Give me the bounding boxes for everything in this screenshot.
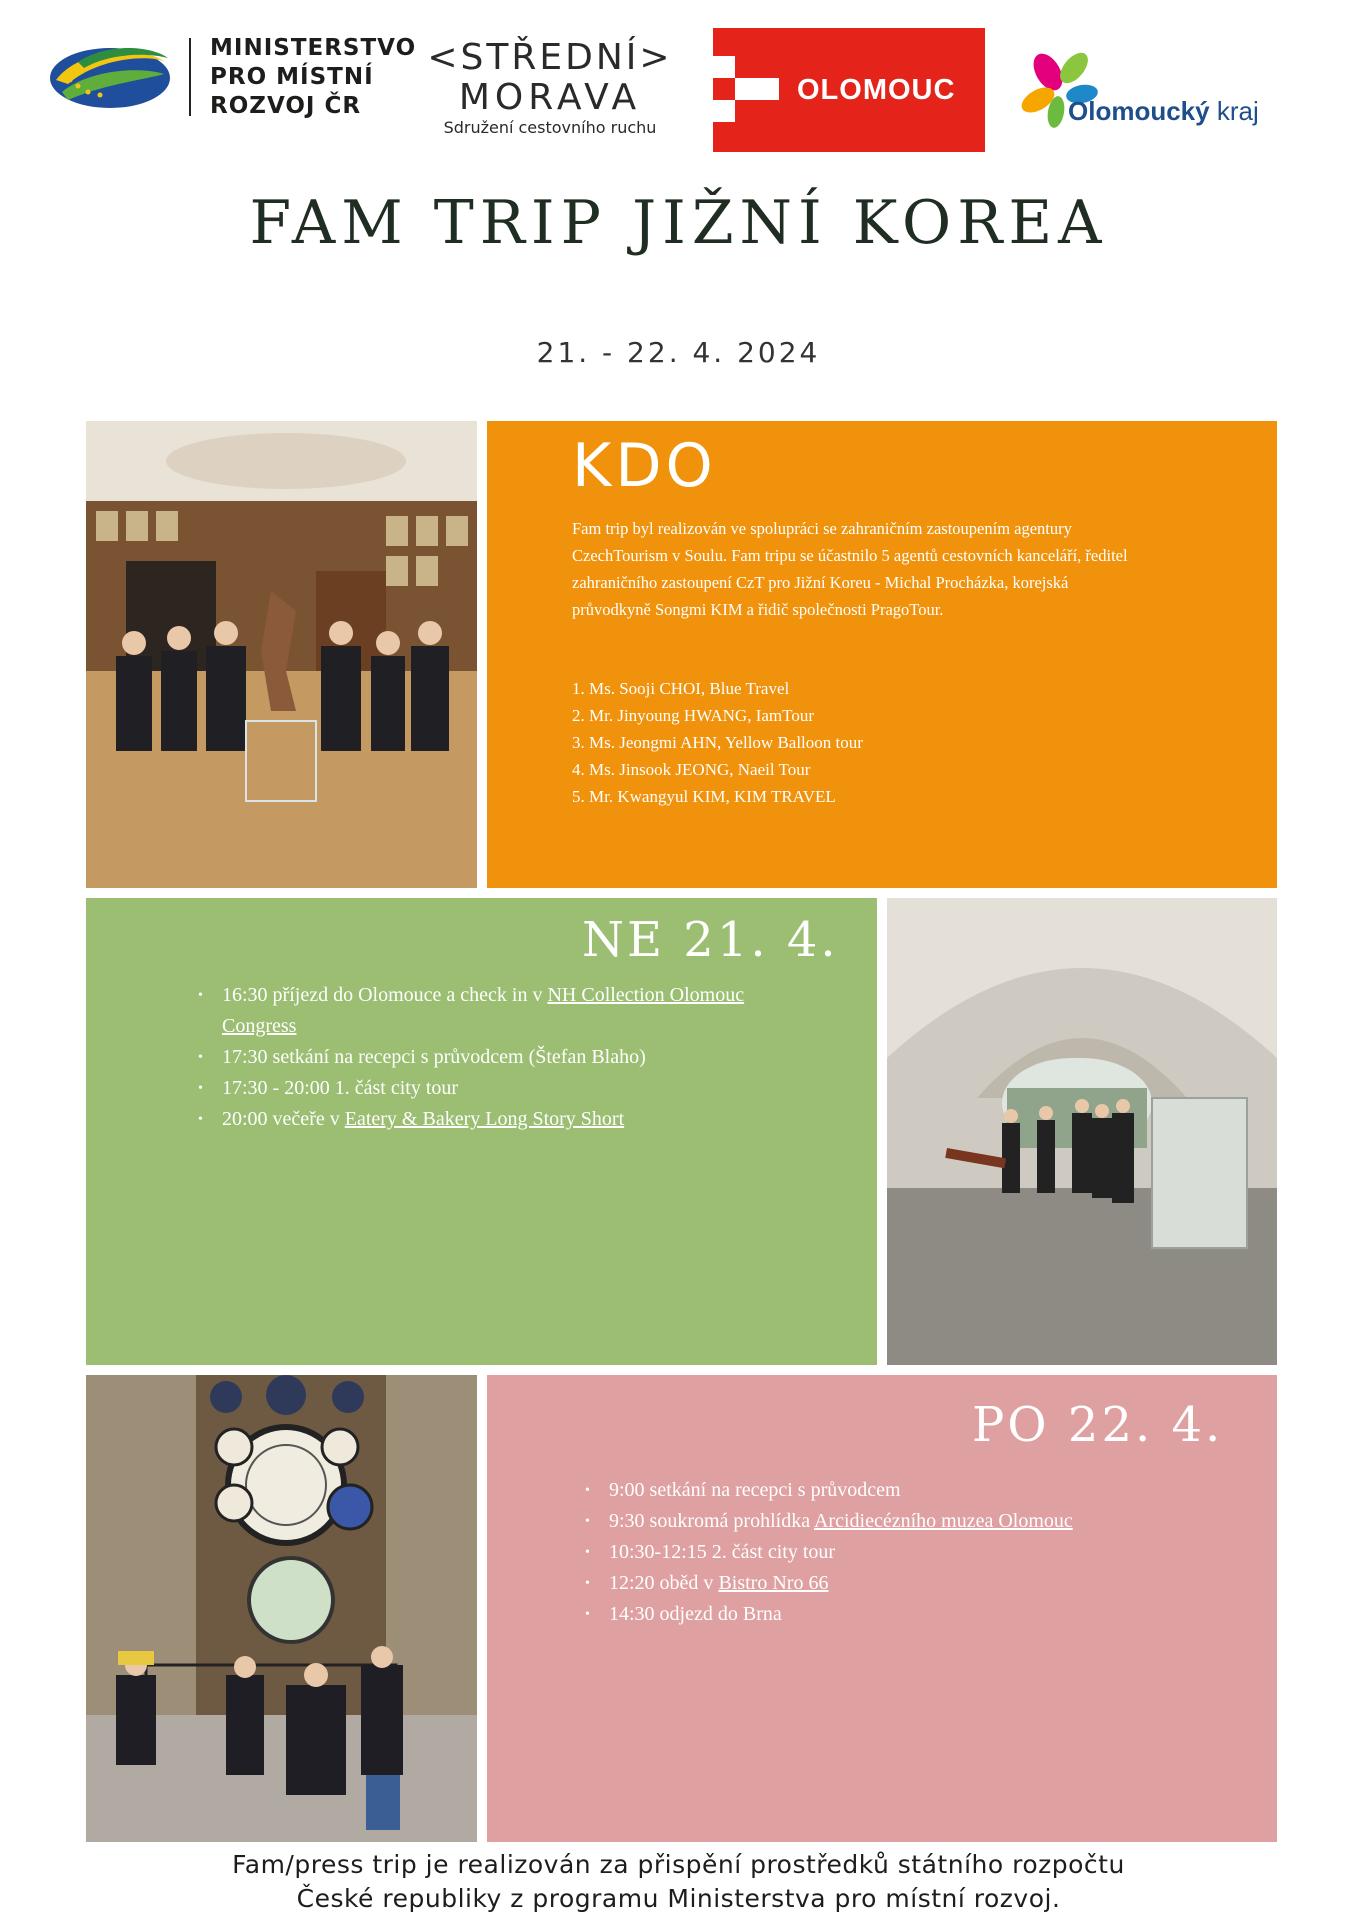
mmr-line3: ROZVOJ ČR <box>210 93 362 119</box>
schedule-item <box>585 1537 1225 1568</box>
kdo-panel <box>487 421 1277 888</box>
footer-line2: České republiky z programu Ministerstva pro místní rozvoj. <box>296 1884 1061 1913</box>
schedule-text: 20:00 večeře v <box>222 1108 345 1130</box>
page-title: FAM TRIP JIŽNÍ KOREA <box>249 188 1108 258</box>
schedule-item <box>198 1104 798 1135</box>
olomoucky-kraj-text <box>1068 96 1259 127</box>
participant-list <box>572 675 863 810</box>
trip-date: 21. - 22. 4. 2024 <box>536 336 821 369</box>
schedule-item <box>198 1073 798 1104</box>
schedule-text: 10:30-12:15 2. část city tour <box>609 1541 836 1563</box>
po-panel <box>487 1375 1277 1842</box>
restaurant-link[interactable]: Eatery & Bakery Long Story Short <box>344 1108 625 1130</box>
mmr-line2: PRO MÍSTNÍ <box>210 64 374 90</box>
group-photo-vault <box>887 898 1277 1365</box>
stredni-morava-logo <box>425 38 675 138</box>
mmr-line1: MINISTERSTVO <box>210 35 417 61</box>
museum-link[interactable]: Arcidiecézního muzea Olomouc <box>813 1510 1073 1532</box>
footer-line1: Fam/press trip je realizován za přispění prostředků státního rozpočtu <box>232 1850 1125 1879</box>
participant-item: 2. Mr. Jinyoung HWANG, IamTour <box>572 706 814 725</box>
kdo-description: Fam trip byl realizován ve spolupráci se zahraničním zastoupením agentury CzechTourism v Soulu. Fam tripu se účastnilo 5 agentů cestovních kanceláří, ředitel zahraničního zastoupení CzT pro Jižní Koreu - Michal Procházka, korejská průvodkyně Songmi KIM a řidič společnosti PragoTour. <box>572 519 1128 619</box>
po-schedule <box>585 1475 1225 1630</box>
ne-heading: NE 21. 4. <box>582 912 839 968</box>
schedule-text: 16:30 příjezd do Olomouce a check in v <box>222 984 548 1006</box>
kdo-heading: KDO <box>572 431 717 501</box>
funding-footer <box>0 1848 1357 1916</box>
schedule-text: 17:30 setkání na recepci s průvodcem (Štefan Blaho) <box>222 1046 646 1068</box>
olomoucky-kraj-logo <box>1010 50 1270 130</box>
group-photo-museum <box>86 421 477 888</box>
schedule-item <box>585 1506 1225 1537</box>
mmr-emblem-logo <box>48 40 172 112</box>
bistro-link[interactable]: Bistro Nro 66 <box>718 1572 829 1594</box>
ok-regular: kraj <box>1216 96 1259 126</box>
schedule-item <box>198 980 798 1042</box>
astronomical-clock-photo <box>86 1375 477 1842</box>
ne-panel <box>86 898 877 1365</box>
schedule-text: 9:00 setkání na recepci s průvodcem <box>609 1479 901 1501</box>
hotel-link[interactable]: NH Collection Olomouc Congress <box>222 984 745 1037</box>
participant-item: 3. Ms. Jeongmi AHN, Yellow Balloon tour <box>572 733 863 752</box>
participant-item: 1. Ms. Sooji CHOI, Blue Travel <box>572 679 790 698</box>
po-heading: PO 22. 4. <box>972 1397 1224 1453</box>
sm-sub: Sdružení cestovního ruchu <box>443 118 657 137</box>
logo-divider <box>189 38 191 116</box>
sm-line2: MORAVA <box>458 77 642 118</box>
ok-bold: Olomoucký <box>1068 96 1210 126</box>
schedule-text: 14:30 odjezd do Brna <box>609 1603 782 1625</box>
olomouc-label: OLOMOUC <box>797 74 956 106</box>
participant-item: 4. Ms. Jinsook JEONG, Naeil Tour <box>572 760 811 779</box>
schedule-text: 9:30 soukromá prohlídka <box>609 1510 814 1532</box>
schedule-text: 12:20 oběd v <box>609 1572 719 1594</box>
schedule-text: 17:30 - 20:00 1. část city tour <box>222 1077 459 1099</box>
schedule-item <box>585 1568 1225 1599</box>
schedule-item <box>585 1599 1225 1630</box>
participant-item: 5. Mr. Kwangyul KIM, KIM TRAVEL <box>572 787 836 806</box>
ne-schedule <box>198 980 798 1135</box>
schedule-item <box>585 1475 1225 1506</box>
olomouc-checker-icon <box>713 28 793 152</box>
mmr-logo-text <box>210 34 416 121</box>
sm-line1: <STŘEDNÍ> <box>427 37 673 78</box>
olomouc-logo <box>713 28 985 152</box>
schedule-item <box>198 1042 798 1073</box>
